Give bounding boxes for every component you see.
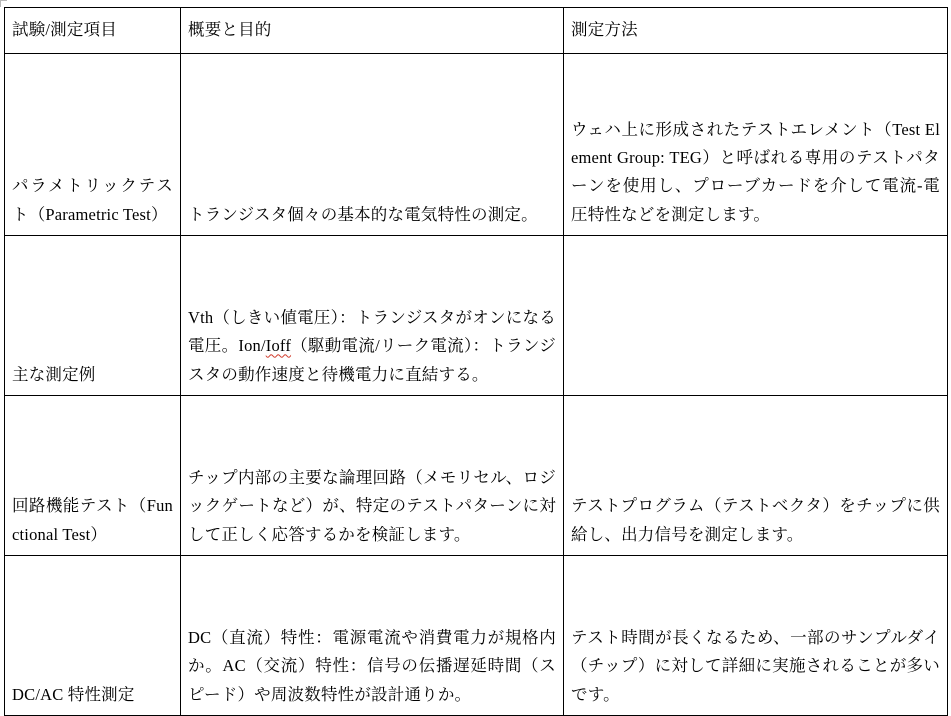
column-header-item-text: 試験/測定項目 — [12, 19, 117, 39]
overview-text-prefix: Vth（しきい値電圧）：トランジスタがオンになる電圧。Ion/ — [188, 307, 556, 356]
cell-method-functional-test — [564, 396, 948, 556]
cell-item-parametric-test — [5, 54, 181, 236]
column-header-method-text: 測定方法 — [571, 19, 638, 39]
column-header-method — [564, 8, 948, 54]
column-header-overview-text: 概要と目的 — [188, 19, 272, 39]
cell-overview-functional-test-text: チップ内部の主要な論理回路（メモリセル、ロジックゲートなど）が、特定のテストパターンに対して正しく応答するかを検証します。 — [188, 467, 556, 544]
column-header-item — [5, 8, 181, 54]
cell-item-main-examples-text: 主な測定例 — [12, 364, 96, 384]
table-row — [5, 396, 948, 556]
cell-overview-functional-test — [181, 396, 564, 556]
cell-overview-parametric-test — [181, 54, 564, 236]
cell-method-main-examples — [564, 236, 948, 396]
cell-item-parametric-test-text: パラメトリックテスト（Parametric Test） — [12, 176, 173, 224]
spellcheck-marked-text: Ioff — [265, 336, 292, 356]
cell-overview-dc-ac-measurement-text: DC（直流）特性：電源電流や消費電力が規格内か。AC（交流）特性：信号の伝播遅延時間（スピード）や周波数特性が設計通りか。 — [188, 627, 556, 704]
cell-item-functional-test-text: 回路機能テスト（Functional Test） — [12, 496, 173, 544]
cell-overview-main-examples — [181, 236, 564, 396]
cell-overview-main-examples-text — [188, 304, 556, 389]
cell-method-dc-ac-measurement-text: テスト時間が長くなるため、一部のサンプルダイ（チップ）に対して詳細に実施されることが多いです。 — [571, 627, 940, 704]
page-corner-mark — [0, 0, 7, 7]
cell-item-main-examples — [5, 236, 181, 396]
table-row — [5, 54, 948, 236]
cell-item-dc-ac-measurement-text: DC/AC 特性測定 — [12, 684, 135, 704]
cell-method-dc-ac-measurement — [564, 556, 948, 716]
cell-item-dc-ac-measurement — [5, 556, 181, 716]
cell-item-functional-test — [5, 396, 181, 556]
cell-method-functional-test-text: テストプログラム（テストベクタ）をチップに供給し、出力信号を測定します。 — [571, 496, 940, 544]
cell-method-parametric-test-text: ウェハ上に形成されたテストエレメント（Test Element Group: TEG）と呼ばれる専用のテストパターンを使用し、プローブカードを介して電流-電圧特性などを測定します。 — [571, 119, 940, 224]
table-row — [5, 236, 948, 396]
table-header-row — [5, 8, 948, 54]
cell-overview-dc-ac-measurement — [181, 556, 564, 716]
test-measurement-table — [4, 7, 948, 716]
table-row — [5, 556, 948, 716]
cell-overview-parametric-test-text: トランジスタ個々の基本的な電気特性の測定。 — [188, 204, 538, 224]
overview-text-suffix: （駆動電流/リーク電流）：トランジスタの動作速度と待機電力に直結する。 — [188, 336, 556, 384]
cell-method-parametric-test — [564, 54, 948, 236]
column-header-overview — [181, 8, 564, 54]
